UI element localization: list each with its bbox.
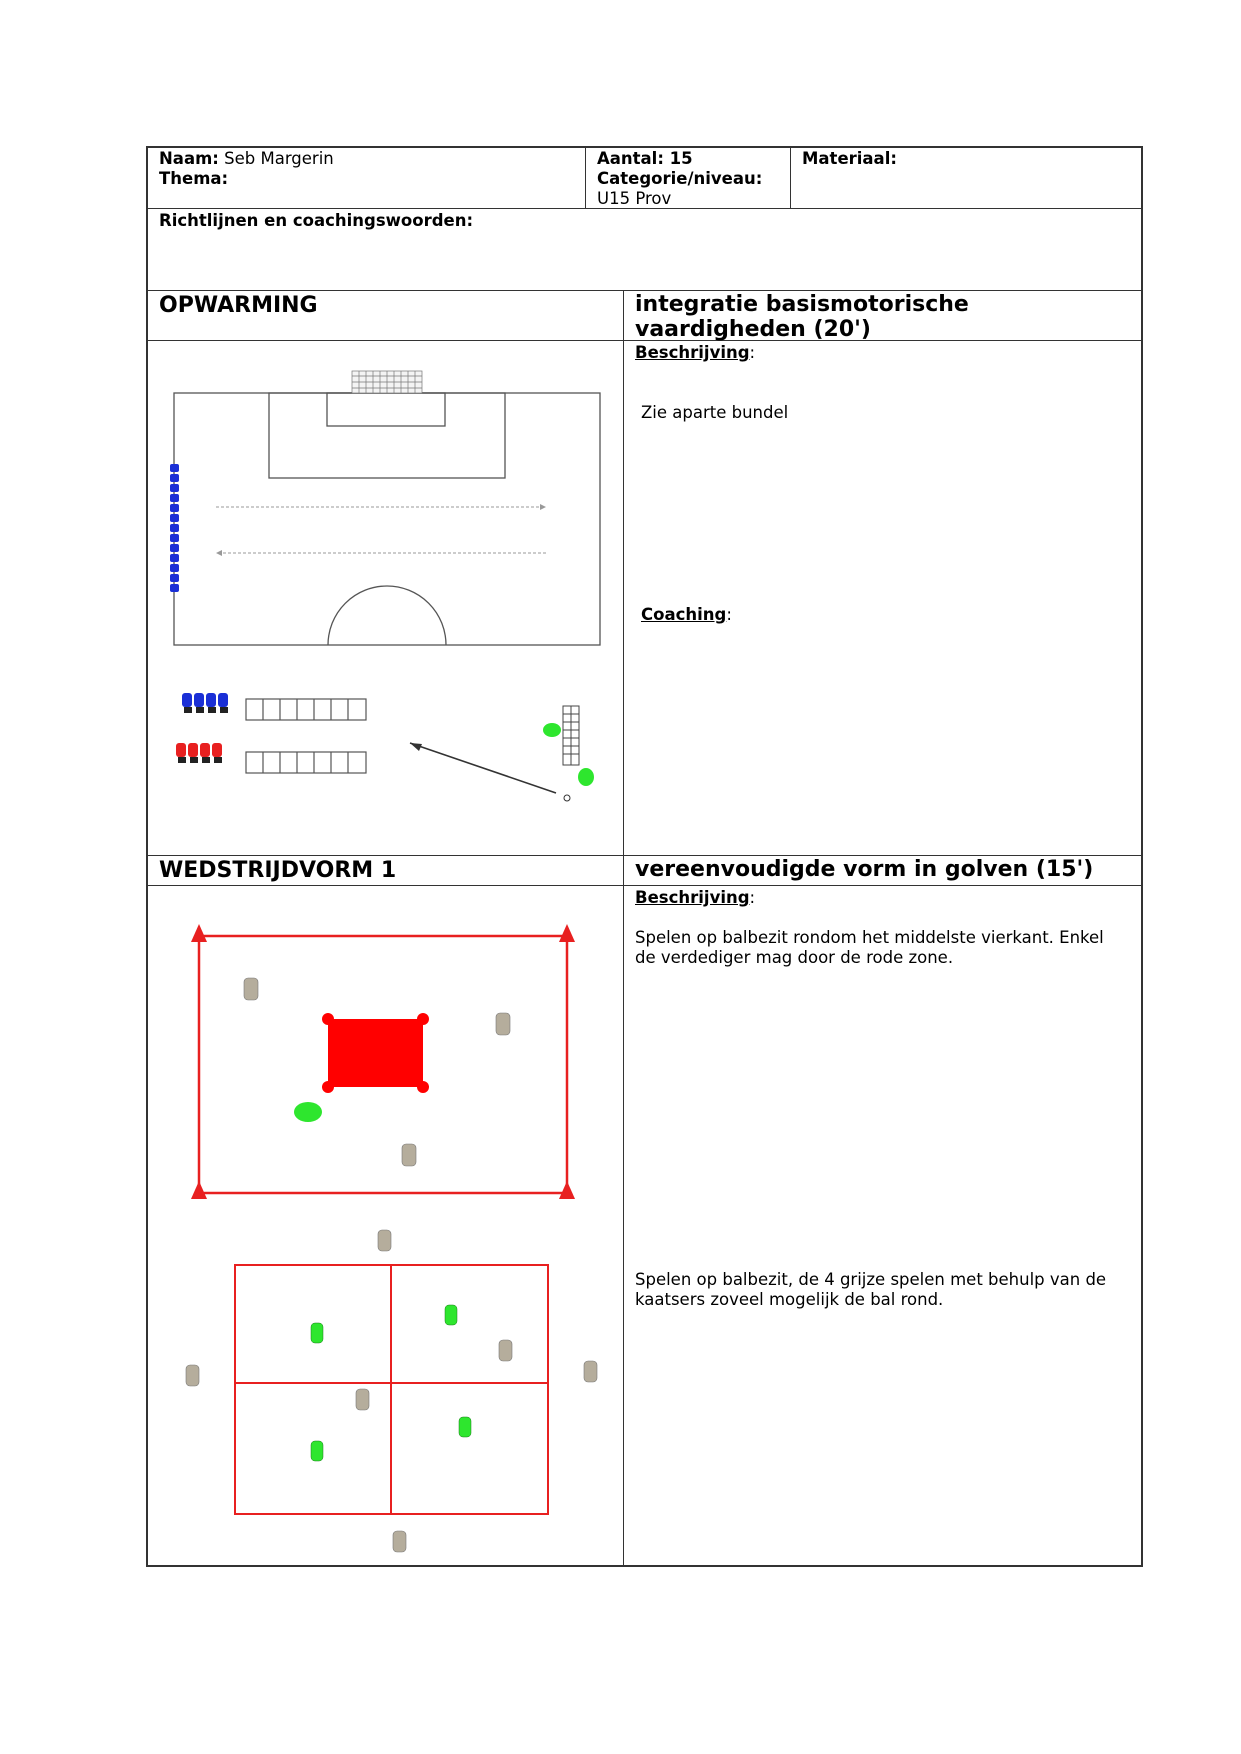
beschrijving-label: Beschrijving — [635, 343, 750, 362]
naam-cell — [159, 149, 579, 189]
section2-text-2: Spelen op balbezit, de 4 grijze spelen met behulp van de kaatsers zoveel mogelijk de bal rond. — [635, 1270, 1107, 1309]
naam-value: Seb Margerin — [224, 149, 334, 168]
section2-subtitle: vereenvoudigde vorm in golven (15') — [635, 857, 1094, 882]
possession-diagram — [148, 887, 622, 1564]
red-player-group — [176, 743, 222, 763]
section1-title: OPWARMING — [159, 293, 318, 318]
section1-subtitle: integratie basismotorische vaardigheden (20') — [635, 292, 969, 342]
section1-beschrijving: Beschrijving: — [635, 343, 756, 362]
pass-arrow — [410, 743, 556, 793]
red-zone — [328, 1019, 423, 1087]
richtlijnen-label: Richtlijnen en coachingswoorden: — [159, 211, 474, 230]
section1-description-text: Zie aparte bundel — [641, 403, 789, 422]
coaching-label: Coaching — [641, 605, 727, 624]
green-defender — [294, 1102, 322, 1122]
aantal-cell — [597, 149, 787, 209]
categorie-label: Categorie/niveau: — [597, 169, 763, 188]
thema-label: Thema: — [159, 169, 229, 188]
naam-label: Naam: — [159, 149, 219, 168]
beschrijving-label-2: Beschrijving — [635, 888, 750, 907]
goal-net — [352, 371, 422, 393]
blue-player-group — [182, 693, 228, 713]
four-zone-grid — [235, 1265, 548, 1514]
half-pitch — [174, 393, 600, 645]
section2-text-1: Spelen op balbezit rondom het middelste vierkant. Enkel de verdediger mag door de rode zone. — [635, 928, 1104, 967]
ball-icon — [564, 795, 570, 801]
small-goal — [563, 706, 579, 765]
dashed-run-arrows — [216, 507, 546, 553]
warmup-diagram — [148, 342, 622, 854]
categorie-value: U15 Prov — [597, 189, 672, 208]
materiaal-label: Materiaal: — [802, 149, 897, 168]
section1-coaching: Coaching: — [641, 605, 732, 624]
aantal-label: Aantal: 15 — [597, 149, 693, 168]
agility-ladders — [246, 699, 366, 773]
section2-title: WEDSTRIJDVORM 1 — [159, 858, 397, 883]
section2-beschrijving: Beschrijving: — [635, 888, 756, 907]
